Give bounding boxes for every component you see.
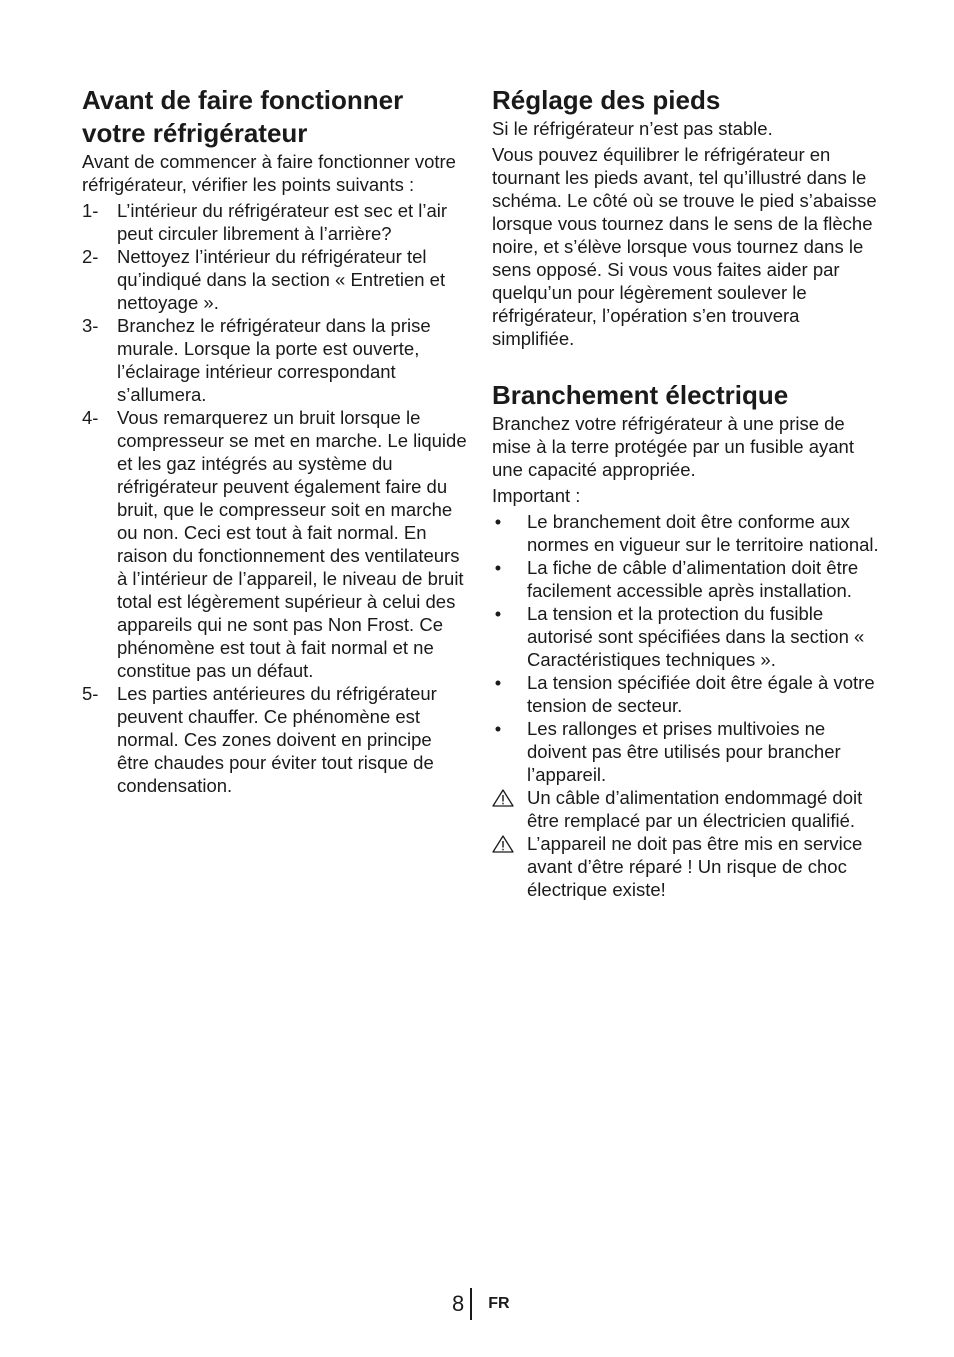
- bullet-icon: •: [494, 557, 502, 578]
- bullet-icon: •: [494, 603, 502, 624]
- checklist-item: [82, 406, 468, 682]
- checklist-item: [82, 199, 468, 245]
- warning-item: [492, 786, 882, 832]
- step-text: Vous remarquerez un bruit lorsque le compresseur se met en marche. Le liquide et les gaz intégrés au système du réfrigérateur peuvent également faire du bruit, que le compresseur soit en marche ou non. Ceci est tout à fait normal. En raison du fonctionnement des ventilateurs à l’intérieur de l’appareil, le niveau de bruit total est légèrement supérieur à celui des appareils qui ne sont pas Non Frost. Ce phénomène est tout à fait normal et ne constitue pas un défaut.: [117, 407, 467, 681]
- step-number: 5-: [82, 683, 99, 704]
- bullet-icon: •: [494, 672, 502, 693]
- list-item: [492, 602, 882, 671]
- step-number: 2-: [82, 246, 99, 267]
- checklist-item: [82, 682, 468, 797]
- electrical-body: Branchez votre réfrigérateur à une prise de mise à la terre protégée par un fusible ayant une capacité appropriée.: [492, 413, 854, 480]
- step-number: 4-: [82, 407, 99, 428]
- list-item: [492, 556, 882, 602]
- page-number: 8: [452, 1291, 465, 1316]
- list-item: [492, 717, 882, 786]
- bullet-text: La tension spécifiée doit être égale à votre tension de secteur.: [527, 672, 875, 716]
- list-item: [492, 510, 882, 556]
- warning-item: [492, 832, 882, 901]
- warning-triangle-icon: [492, 789, 514, 807]
- bullet-text: La tension et la protection du fusible autorisé sont spécifiées dans la section « Caractéristiques techniques ».: [527, 603, 865, 670]
- left-column: [82, 84, 468, 797]
- section-title-feet-adjustment: Réglage des pieds: [492, 85, 721, 115]
- right-column: [492, 84, 882, 901]
- bullet-text: Le branchement doit être conforme aux normes en vigueur sur le territoire national.: [527, 511, 879, 555]
- before-operating-intro: Avant de commencer à faire fonctionner votre réfrigérateur, vérifier les points suivants :: [82, 151, 456, 195]
- important-label: Important :: [492, 485, 581, 506]
- step-text: Nettoyez l’intérieur du réfrigérateur tel qu’indiqué dans la section « Entretien et nettoyage ».: [117, 246, 446, 313]
- page-footer: [452, 1287, 510, 1321]
- step-number: 3-: [82, 315, 99, 336]
- bullet-icon: •: [494, 718, 502, 739]
- feet-lead: Si le réfrigérateur n’est pas stable.: [492, 118, 773, 139]
- checklist-item: [82, 245, 468, 314]
- list-item: [492, 671, 882, 717]
- warning-triangle-icon: [492, 835, 514, 853]
- step-number: 1-: [82, 200, 99, 221]
- checklist-item: [82, 314, 468, 406]
- language-code: FR: [488, 1295, 510, 1312]
- feet-body: Vous pouvez équilibrer le réfrigérateur en tournant les pieds avant, tel qu’illustré dans le schéma. Le côté où se trouve le pied s’abaisse lorsque vous tournez dans le sens de la flèche noire, et s’élève lorsque vous tournez dans le sens opposé. Si vous vous faites aider par quelqu’un pour légèrement soulever le réfrigérateur, l’opération s’en trouvera simplifiée.: [492, 144, 877, 349]
- section-title-electrical-connection: Branchement électrique: [492, 380, 789, 410]
- bullet-icon: •: [494, 511, 502, 532]
- step-text: Les parties antérieures du réfrigérateur peuvent chauffer. Ce phénomène est normal. Ces zones doivent en principe être chaudes pour éviter tout risque de condensation.: [117, 683, 437, 796]
- bullet-text: La fiche de câble d’alimentation doit être facilement accessible après installation.: [527, 557, 859, 601]
- checklist: [82, 199, 468, 797]
- section-title-before-operating: Avant de faire fonctionner votre réfrigérateur: [82, 85, 404, 148]
- bullet-text: Les rallonges et prises multivoies ne doivent pas être utilisés pour brancher l’appareil.: [527, 718, 841, 785]
- step-text: Branchez le réfrigérateur dans la prise murale. Lorsque la porte est ouverte, l’éclairage intérieur correspondant s’allumera.: [117, 315, 431, 405]
- step-text: L’intérieur du réfrigérateur est sec et l’air peut circuler librement à l’arrière?: [117, 200, 448, 244]
- electrical-requirements-list: [492, 510, 882, 901]
- warning-text: L’appareil ne doit pas être mis en service avant d’être réparé ! Un risque de choc électrique existe!: [527, 833, 863, 900]
- warning-text: Un câble d’alimentation endommagé doit être remplacé par un électricien qualifié.: [527, 787, 863, 831]
